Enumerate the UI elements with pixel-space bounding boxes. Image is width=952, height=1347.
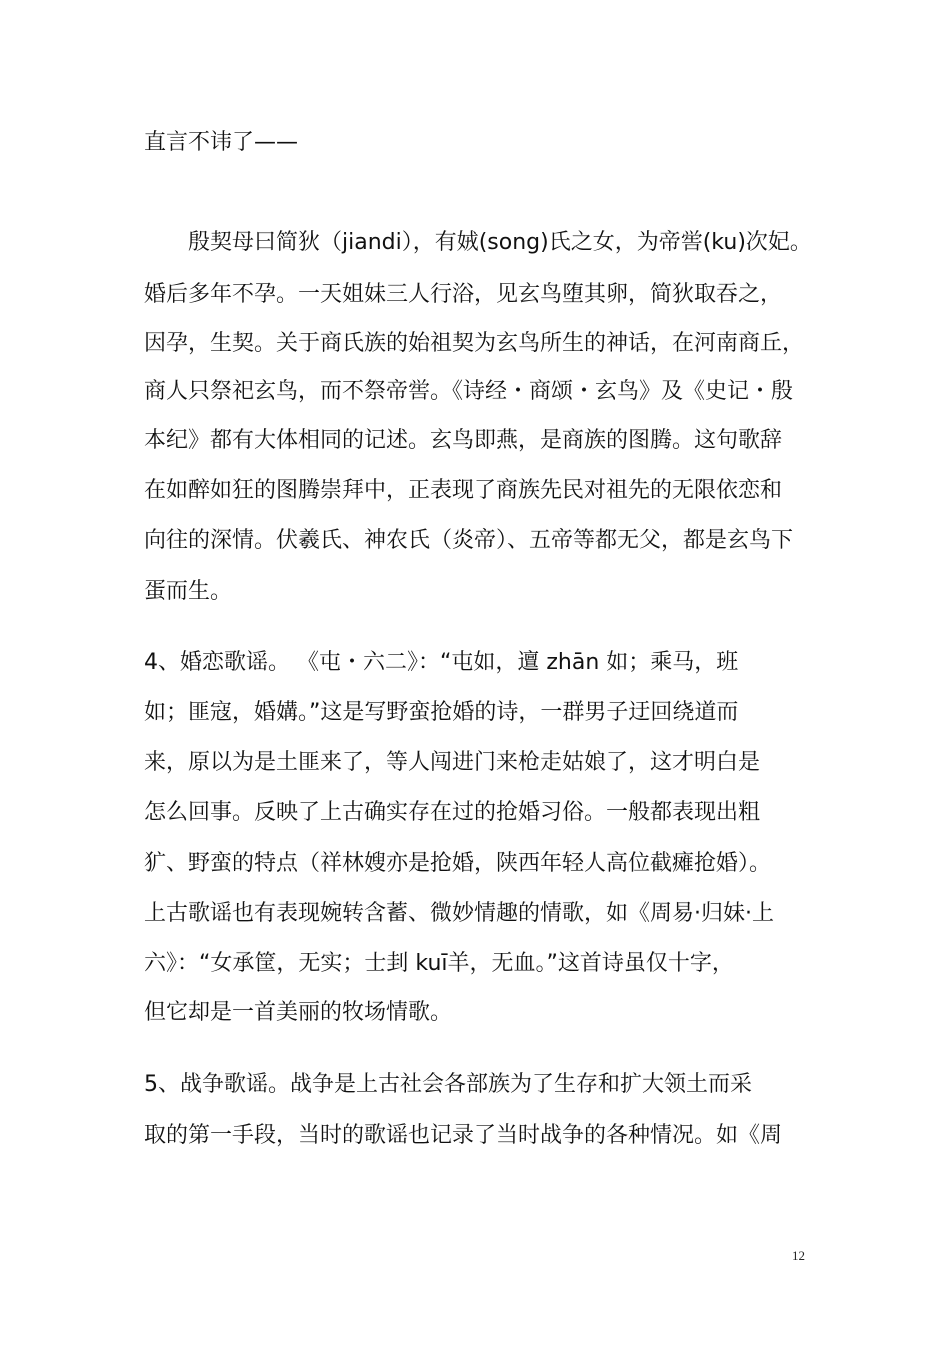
text-line: 犷、野蛮的特点（祥林嫂亦是抢婚，陕西年轻人高位截瘫抢婚）。	[144, 851, 772, 876]
text-line: 上古歌谣也有表现婉转含蓄、微妙情趣的情歌，如《周易·归妹·上	[144, 901, 774, 926]
text-line: 殷契母曰简狄（jiandi），有娀(song)氏之女，为帝喾(ku)次妃。	[144, 230, 812, 255]
text-line: 怎么回事。反映了上古确实存在过的抢婚习俗。一般都表现出粗	[144, 800, 761, 825]
text-line: 六》：“女承筐，无实；士刲 kuī羊，无血。”这首诗虽仅十字，	[144, 951, 734, 976]
text-line: 蛋而生。	[144, 579, 233, 604]
text-line: 本纪》都有大体相同的记述。玄鸟即燕，是商族的图腾。这句歌辞	[144, 428, 783, 453]
text-line: 但它却是一首美丽的牧场情歌。	[144, 1000, 453, 1025]
text-line: 直言不讳了——	[144, 130, 299, 155]
text-line: 来，原以为是土匪来了，等人闯进门来枪走姑娘了，这才明白是	[144, 750, 761, 775]
text-line: 在如醉如狂的图腾崇拜中，正表现了商族先民对祖先的无限依恋和	[144, 478, 783, 503]
text-line: 如；匪寇，婚媾。”这是写野蛮抢婚的诗，一群男子迂回绕道而	[144, 700, 739, 725]
text-line: 婚后多年不孕。一天姐妹三人行浴，见玄鸟堕其卵，简狄取吞之，	[144, 282, 783, 307]
text-line: 因孕，生契。关于商氏族的始祖契为玄鸟所生的神话，在河南商丘，	[144, 331, 805, 356]
text-line: 取的第一手段，当时的歌谣也记录了当时战争的各种情况。如《周	[144, 1123, 783, 1148]
text-line: 4、婚恋歌谣。 《屯・六二》：“屯如，邅 zhān 如；乘马，班	[144, 650, 739, 675]
text-line: 向往的深情。伏羲氏、神农氏（炎帝）、五帝等都无父，都是玄鸟下	[144, 528, 794, 553]
page-number: 12	[792, 1248, 805, 1263]
text-line: 5、战争歌谣。战争是上古社会各部族为了生存和扩大领土而采	[144, 1072, 752, 1097]
text-line: 商人只祭祀玄鸟，而不祭帝喾。《诗经・商颂・玄鸟》及《史记・殷	[144, 379, 794, 404]
